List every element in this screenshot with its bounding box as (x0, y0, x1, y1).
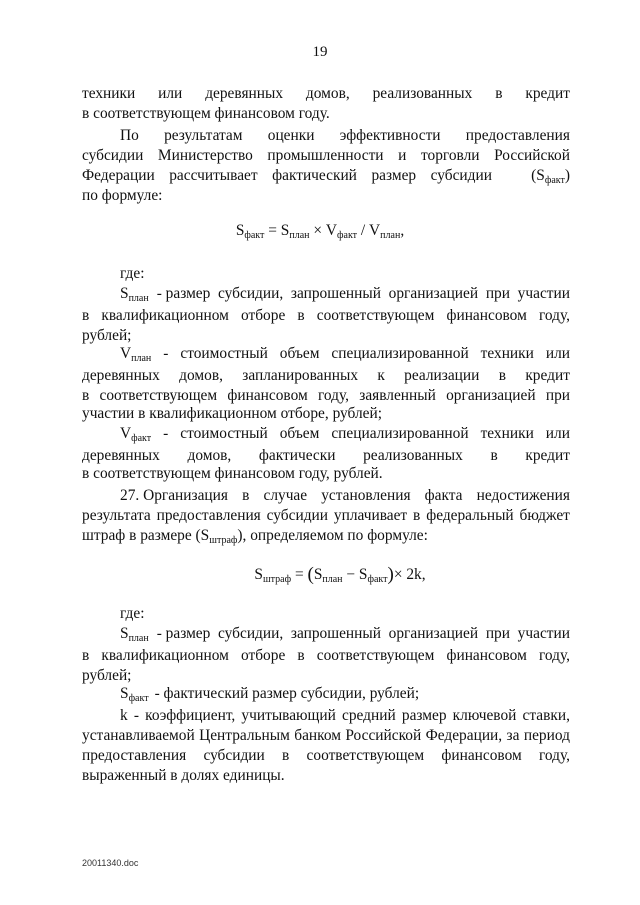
text-line: выраженный в долях единицы. (82, 767, 285, 784)
word: объем (279, 345, 320, 362)
word: субсидии (266, 507, 328, 524)
paragraph-line (120, 126, 570, 146)
word: отборе (241, 307, 286, 324)
word: году, (538, 747, 570, 764)
word: в (490, 447, 498, 464)
word: банком (294, 727, 341, 744)
word: субсидии (203, 747, 265, 764)
word: размер (371, 167, 417, 184)
word: Федерации (82, 167, 155, 184)
word: деревянных (82, 367, 160, 384)
word: запрошенный (290, 285, 381, 302)
text-line (82, 146, 570, 166)
word: эффективности (339, 127, 441, 144)
word: деревянных (205, 85, 284, 102)
s-fakt-inline: $(S_{факт})$ (531, 167, 570, 186)
footer-filename: 20011340.doc (82, 858, 139, 868)
word: финансовом (227, 387, 308, 404)
word: специализированной (331, 345, 469, 362)
text-line (82, 386, 570, 406)
word: стоимостный (180, 345, 268, 362)
page-number: 19 (312, 44, 328, 60)
word: соответствующем (316, 647, 435, 664)
word: квалификационном (101, 307, 229, 324)
word: или (545, 425, 570, 442)
text-line-words (82, 166, 492, 186)
word: размер (401, 707, 447, 724)
word: Министерство (157, 147, 253, 164)
word: организацией (446, 387, 536, 404)
word: кредит (525, 85, 570, 102)
word: субсидии, (218, 625, 284, 642)
word: субсидии, (218, 285, 284, 302)
word: году, (538, 647, 570, 664)
text-line (82, 446, 570, 466)
word: за (506, 727, 520, 744)
symbol-v-fakt: $V_{факт}$ (120, 425, 152, 444)
word: торговли (420, 147, 480, 164)
word: коэффициент, (145, 707, 236, 724)
text-line (82, 306, 570, 326)
word: кредит (525, 447, 570, 464)
text-line (82, 506, 570, 526)
paragraph-27-line (120, 486, 570, 506)
word: случае (263, 487, 308, 504)
text-line (82, 726, 570, 746)
word: соответствующем (316, 307, 435, 324)
word: реализации (404, 367, 480, 384)
word: - размер (156, 625, 211, 642)
def-text: - фактический размер субсидии, рублей; (154, 685, 420, 702)
word: в (297, 307, 305, 324)
word: техники (82, 85, 136, 102)
word: году, (317, 387, 349, 404)
word: промышленности (267, 147, 384, 164)
word: оценки (267, 127, 315, 144)
word: при (545, 387, 570, 404)
word: Российской (494, 147, 570, 164)
formula-s-fakt: $S_{факт} = S_{план} \times V_{факт} / V_{план}$, (235, 222, 405, 241)
word: в (498, 367, 506, 384)
word: в (495, 85, 503, 102)
word: По (120, 127, 139, 144)
symbol-v-plan: $V_{план}$ (120, 345, 152, 364)
word: ставки, (522, 707, 570, 724)
word: рассчитывает (169, 167, 258, 184)
word: предоставления (156, 507, 261, 524)
word: в (82, 387, 90, 404)
word: устанавливаемой (82, 727, 195, 744)
word: средний (342, 707, 396, 724)
symbol-s-fakt: $S_{факт}$ (120, 685, 149, 704)
symbol-s-plan: $S_{план}$ (120, 625, 149, 644)
text-line (82, 746, 570, 766)
word: соответствующем (306, 747, 425, 764)
text-line (82, 84, 570, 104)
word: техники (480, 425, 534, 442)
word: при (485, 285, 510, 302)
word: результата (82, 507, 151, 524)
word: установления (321, 487, 411, 504)
formula-s-shtraf: $S_{штраф} = (S_{план} - S_{факт})\times 2k$, (254, 564, 426, 585)
word: организацией (388, 625, 479, 642)
word: ключевой (452, 707, 517, 724)
text-line: в соответствующем финансовом году, рублей. (82, 465, 383, 482)
word: при (485, 625, 510, 642)
word: году, (538, 307, 570, 324)
word: в (413, 507, 421, 524)
word: финансовом (446, 307, 527, 324)
word: и (398, 147, 407, 164)
word: кредит (525, 367, 570, 384)
word: фактический (272, 167, 357, 184)
text-line: в соответствующем финансовом году. (82, 105, 330, 122)
word: домов, (305, 85, 350, 102)
word: запрошенный (290, 625, 381, 642)
text-line (82, 646, 570, 666)
word: недостижения (476, 487, 570, 504)
word: результатам (164, 127, 243, 144)
word: в (282, 747, 290, 764)
text-line: по формуле: (82, 187, 163, 204)
word: участии (517, 625, 570, 642)
word: - (163, 425, 169, 442)
word: предоставления (465, 127, 570, 144)
word: деревянных (82, 447, 160, 464)
word: k (120, 707, 128, 724)
text-line: штраф в размере $(S_{штраф})$, определяемом по формуле: (82, 527, 428, 546)
word: Центральным (199, 727, 290, 744)
text-line (82, 366, 570, 386)
word: предоставления (82, 747, 187, 764)
where-label: где: (120, 605, 145, 622)
def-k-line (120, 706, 570, 726)
word: в (242, 487, 250, 504)
word: период (523, 727, 570, 744)
word: или (545, 345, 570, 362)
word: субсидии (82, 147, 144, 164)
word: отборе (241, 647, 286, 664)
word: - (133, 707, 139, 724)
word: учитывающий (241, 707, 336, 724)
word: финансовом (441, 747, 522, 764)
word: финансовом (446, 647, 527, 664)
word: Федерации, (425, 727, 503, 744)
word: или (158, 85, 183, 102)
word: участии (517, 285, 570, 302)
word: реализованных (372, 85, 473, 102)
word: квалификационном (101, 647, 229, 664)
word: организацией (388, 285, 479, 302)
word: уплачивает (333, 507, 408, 524)
word: 27. Организация (120, 487, 228, 504)
word: к (377, 367, 385, 384)
word: факта (424, 487, 463, 504)
word: заявленный (359, 387, 436, 404)
word: специализированной (331, 425, 469, 442)
word: стоимостный (180, 425, 268, 442)
word: домов, (179, 367, 223, 384)
word: в (82, 647, 90, 664)
word: в (82, 307, 90, 324)
symbol-s-plan: $S_{план}$ (120, 285, 149, 304)
word: субсидии (430, 167, 492, 184)
text-line: рублей; (82, 327, 132, 344)
word: техники (480, 345, 534, 362)
word: соответствующем (99, 387, 218, 404)
word: объем (279, 425, 320, 442)
word: Российской (345, 727, 422, 744)
text-line: участии в квалификационном отборе, рублей; (82, 405, 383, 422)
word: в (297, 647, 305, 664)
word: запланированных (242, 367, 359, 384)
text-line: рублей; (82, 667, 132, 684)
where-label: где: (120, 265, 145, 282)
word: - (163, 345, 169, 362)
word: федеральный (426, 507, 514, 524)
word: - размер (156, 285, 211, 302)
word: бюджет (519, 507, 570, 524)
word: фактически (258, 447, 336, 464)
word: домов, (187, 447, 232, 464)
word: реализованных (363, 447, 463, 464)
